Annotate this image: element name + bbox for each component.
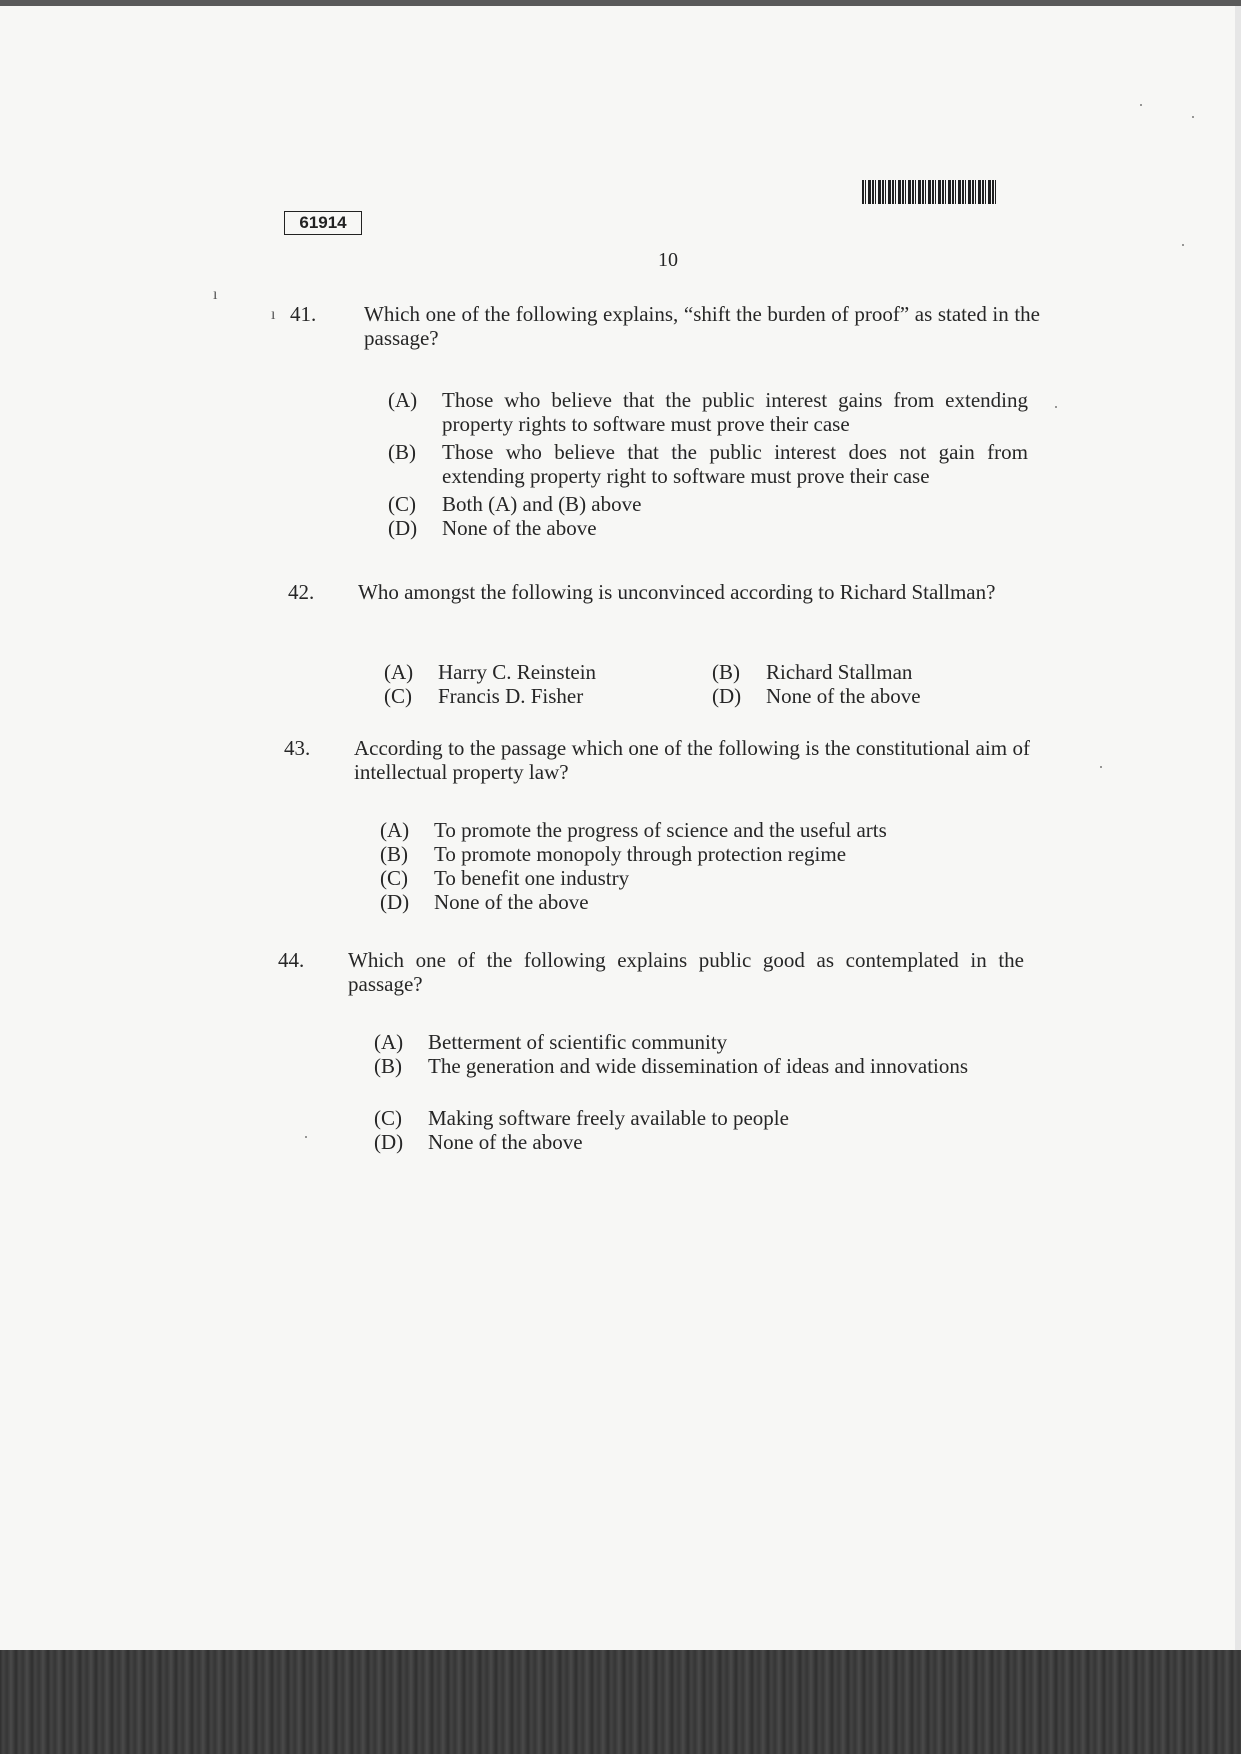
page-number: 10 <box>658 249 678 271</box>
question-42 <box>288 580 1040 720</box>
scan-speck <box>1055 406 1057 408</box>
scan-speck <box>1100 766 1102 768</box>
option-letter: (B) <box>374 1054 402 1078</box>
option-text: The generation and wide dissemination of ideas and innovations <box>428 1054 969 1078</box>
option-letter: (B) <box>380 842 408 866</box>
question-text: Which one of the following explains, “shift the burden of proof” as stated in the passage? <box>364 302 1040 350</box>
option-text: To promote the progress of science and the useful arts <box>434 818 887 842</box>
stray-mark: ı <box>271 306 276 323</box>
paper-code-box: 61914 <box>284 211 362 235</box>
scan-speck <box>1182 244 1184 246</box>
question-text: Which one of the following explains public good as contemplated in the passage? <box>348 948 1024 996</box>
option-text: Those who believe that the public interest gains from extending property rights to software must prove their case <box>442 388 1028 436</box>
stray-mark: ı <box>213 286 218 303</box>
question-text: According to the passage which one of the following is the constitutional aim of intellectual property law? <box>354 736 1030 784</box>
option-letter: (C) <box>388 492 416 516</box>
question-number: 41. <box>290 302 317 326</box>
question-number: 43. <box>284 736 311 760</box>
option-letter: (D) <box>374 1130 404 1154</box>
scan-speck <box>1140 104 1142 106</box>
question-44 <box>278 948 1030 1168</box>
option-letter: (A) <box>380 818 410 842</box>
question-number: 42. <box>288 580 315 604</box>
option-text: None of the above <box>428 1130 583 1154</box>
option-text: Making software freely available to people <box>428 1106 789 1130</box>
scanner-background <box>0 1650 1241 1754</box>
option-text: Betterment of scientific community <box>428 1030 728 1054</box>
barcode <box>862 180 996 204</box>
option-text: None of the above <box>766 684 921 708</box>
option-text: Francis D. Fisher <box>438 684 584 708</box>
option-letter: (D) <box>712 684 742 708</box>
option-letter: (A) <box>374 1030 404 1054</box>
option-text: None of the above <box>434 890 589 914</box>
option-letter: (D) <box>380 890 410 914</box>
option-letter: (D) <box>388 516 418 540</box>
question-41 <box>290 302 1042 542</box>
scan-speck <box>1192 116 1194 118</box>
option-text: None of the above <box>442 516 597 540</box>
option-text: Those who believe that the public interest does not gain from extending property right to software must prove their case <box>442 440 1028 488</box>
option-text: Both (A) and (B) above <box>442 492 642 516</box>
question-number: 44. <box>278 948 305 972</box>
option-letter: (B) <box>388 440 416 464</box>
question-43 <box>284 736 1036 926</box>
option-letter: (A) <box>384 660 414 684</box>
option-text: Harry C. Reinstein <box>438 660 597 684</box>
option-letter: (C) <box>380 866 408 890</box>
option-letter: (C) <box>384 684 412 708</box>
question-text: Who amongst the following is unconvinced according to Richard Stallman? <box>358 580 996 604</box>
option-text: To benefit one industry <box>434 866 630 890</box>
option-letter: (B) <box>712 660 740 684</box>
option-text: To promote monopoly through protection regime <box>434 842 847 866</box>
option-letter: (C) <box>374 1106 402 1130</box>
option-letter: (A) <box>388 388 418 412</box>
option-text: Richard Stallman <box>766 660 913 684</box>
page-edge <box>1235 6 1241 1656</box>
